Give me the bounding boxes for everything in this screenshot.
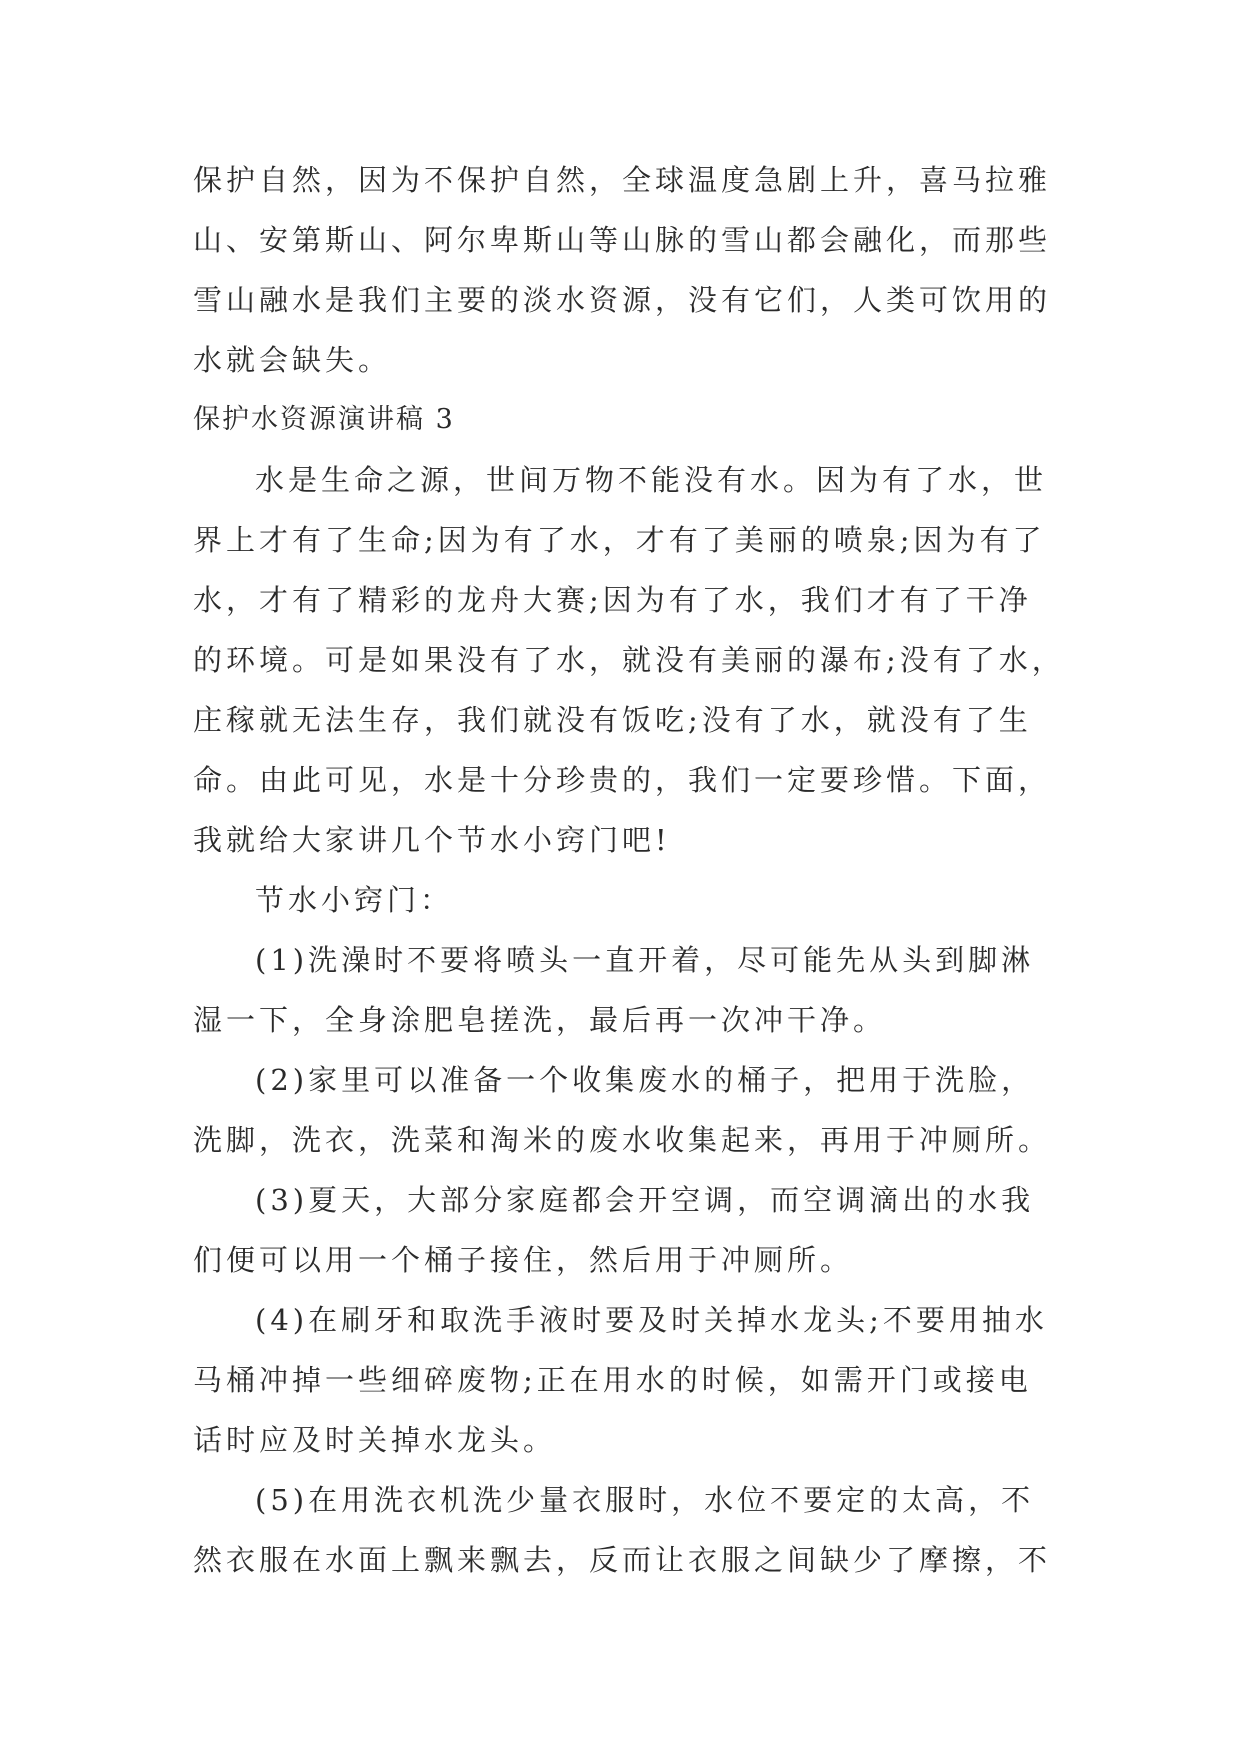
text-line: 我就给大家讲几个节水小窍门吧! xyxy=(193,823,671,857)
text-line: 然衣服在水面上飘来飘去，反而让衣服之间缺少了摩擦，不 xyxy=(193,1543,1052,1577)
text-line: 水就会缺失。 xyxy=(193,343,392,377)
text-line: 水，才有了精彩的龙舟大赛;因为有了水，我们才有了干净 xyxy=(193,583,1032,617)
list-item-first-line: (2)家里可以准备一个收集废水的桶子，把用于洗脸， xyxy=(255,1063,1035,1097)
list-item-first-line: (1)洗澡时不要将喷头一直开着，尽可能先从头到脚淋 xyxy=(255,943,1035,977)
list-item-first-line: (5)在用洗衣机洗少量衣服时，水位不要定的太高，不 xyxy=(255,1483,1035,1517)
text-line: 话时应及时关掉水龙头。 xyxy=(193,1423,557,1457)
text-line: 洗脚，洗衣，洗菜和淘米的废水收集起来，再用于冲厕所。 xyxy=(193,1123,1052,1157)
text-line: 山、安第斯山、阿尔卑斯山等山脉的雪山都会融化，而那些 xyxy=(193,223,1052,257)
text-line: 庄稼就无法生存，我们就没有饭吃;没有了水，就没有了生 xyxy=(193,703,1032,737)
text-line: 马桶冲掉一些细碎废物;正在用水的时候，如需开门或接电 xyxy=(193,1363,1032,1397)
text-line: 湿一下，全身涂肥皂搓洗，最后再一次冲干净。 xyxy=(193,1003,887,1037)
text-line: 雪山融水是我们主要的淡水资源，没有它们，人类可饮用的 xyxy=(193,283,1052,317)
paragraph-first-line: 水是生命之源，世间万物不能没有水。因为有了水，世 xyxy=(255,463,1048,497)
text-line: 们便可以用一个桶子接住，然后用于冲厕所。 xyxy=(193,1243,854,1277)
section-heading: 保护水资源演讲稿 3 xyxy=(193,404,455,435)
text-line: 命。由此可见，水是十分珍贵的，我们一定要珍惜。下面， xyxy=(193,763,1052,797)
document-body xyxy=(193,150,1073,1590)
text-line: 保护自然，因为不保护自然，全球温度急剧上升，喜马拉雅 xyxy=(193,163,1052,197)
list-item-first-line: (3)夏天，大部分家庭都会开空调，而空调滴出的水我 xyxy=(255,1183,1035,1217)
list-item-first-line: (4)在刷牙和取洗手液时要及时关掉水龙头;不要用抽水 xyxy=(255,1303,1048,1337)
text-line: 的环境。可是如果没有了水，就没有美丽的瀑布;没有了水， xyxy=(193,643,1065,677)
text-line: 界上才有了生命;因为有了水，才有了美丽的喷泉;因为有了 xyxy=(193,523,1046,557)
paragraph-first-line: 节水小窍门： xyxy=(255,883,454,917)
